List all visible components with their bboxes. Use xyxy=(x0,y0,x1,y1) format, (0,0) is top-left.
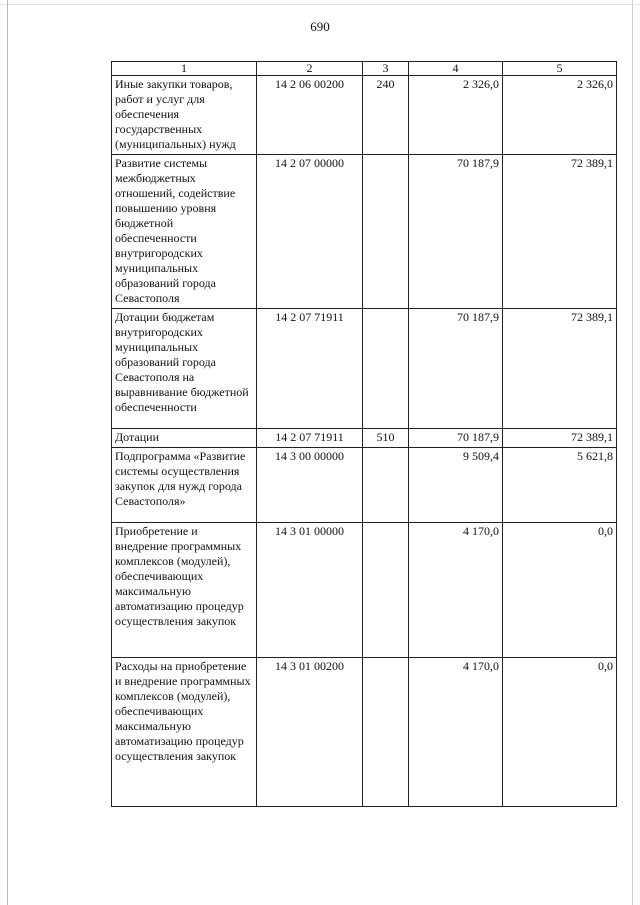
table-row xyxy=(112,429,617,448)
row-code-cell: 14 3 01 00000 xyxy=(257,523,363,658)
scan-edge-left xyxy=(7,0,8,905)
column-header: 1 xyxy=(112,62,257,76)
row-code-cell: 14 2 07 71911 xyxy=(257,429,363,448)
row-expense-type-cell: 240 xyxy=(363,76,409,155)
table-row xyxy=(112,448,617,523)
table-row xyxy=(112,155,617,309)
table-header-row xyxy=(112,62,617,76)
column-header: 3 xyxy=(363,62,409,76)
row-sum-year1-cell: 9 509,4 xyxy=(409,448,503,523)
row-expense-type-cell xyxy=(363,448,409,523)
column-header: 5 xyxy=(503,62,617,76)
row-code-cell: 14 2 06 00200 xyxy=(257,76,363,155)
row-sum-year2-cell: 72 389,1 xyxy=(503,429,617,448)
row-expense-type-cell xyxy=(363,309,409,429)
column-header: 4 xyxy=(409,62,503,76)
row-name-cell: Дотации xyxy=(112,429,257,448)
row-sum-year2-cell: 0,0 xyxy=(503,658,617,807)
row-sum-year1-cell: 2 326,0 xyxy=(409,76,503,155)
page-number: 690 xyxy=(310,19,330,34)
row-sum-year2-cell: 72 389,1 xyxy=(503,309,617,429)
row-name-cell: Развитие системы межбюджетных отношений, содействие повышению уровня бюджетной обеспеченности внутригородских муниципальных образований города Севастополя xyxy=(112,155,257,309)
row-name-cell: Подпрограмма «Развитие системы осуществления закупок для нужд города Севастополя» xyxy=(112,448,257,523)
table-row xyxy=(112,523,617,658)
row-name-cell: Иные закупки товаров, работ и услуг для обеспечения государственных (муниципальных) нужд xyxy=(112,76,257,155)
row-sum-year2-cell: 2 326,0 xyxy=(503,76,617,155)
row-sum-year1-cell: 70 187,9 xyxy=(409,309,503,429)
row-sum-year1-cell: 4 170,0 xyxy=(409,523,503,658)
row-sum-year2-cell: 5 621,8 xyxy=(503,448,617,523)
row-code-cell: 14 3 00 00000 xyxy=(257,448,363,523)
column-header: 2 xyxy=(257,62,363,76)
table-row xyxy=(112,309,617,429)
row-code-cell: 14 2 07 71911 xyxy=(257,309,363,429)
row-name-cell: Дотации бюджетам внутригородских муниципальных образований города Севастополя на выравнивание бюджетной обеспеченности xyxy=(112,309,257,429)
row-name-cell: Расходы на приобретение и внедрение программных комплексов (модулей), обеспечивающих максимальную автоматизацию процедур осуществления закупок xyxy=(112,658,257,807)
row-expense-type-cell: 510 xyxy=(363,429,409,448)
scan-edge-top xyxy=(0,4,640,5)
row-sum-year2-cell: 72 389,1 xyxy=(503,155,617,309)
row-expense-type-cell xyxy=(363,658,409,807)
budget-table xyxy=(111,61,617,807)
row-name-cell: Приобретение и внедрение программных комплексов (модулей), обеспечивающих максимальную автоматизацию процедур осуществления закупок xyxy=(112,523,257,658)
table-row xyxy=(112,658,617,807)
table-row xyxy=(112,76,617,155)
row-sum-year2-cell: 0,0 xyxy=(503,523,617,658)
row-sum-year1-cell: 70 187,9 xyxy=(409,155,503,309)
row-code-cell: 14 3 01 00200 xyxy=(257,658,363,807)
row-expense-type-cell xyxy=(363,523,409,658)
row-code-cell: 14 2 07 00000 xyxy=(257,155,363,309)
row-expense-type-cell xyxy=(363,155,409,309)
row-sum-year1-cell: 70 187,9 xyxy=(409,429,503,448)
row-sum-year1-cell: 4 170,0 xyxy=(409,658,503,807)
scan-edge-right xyxy=(632,0,633,905)
